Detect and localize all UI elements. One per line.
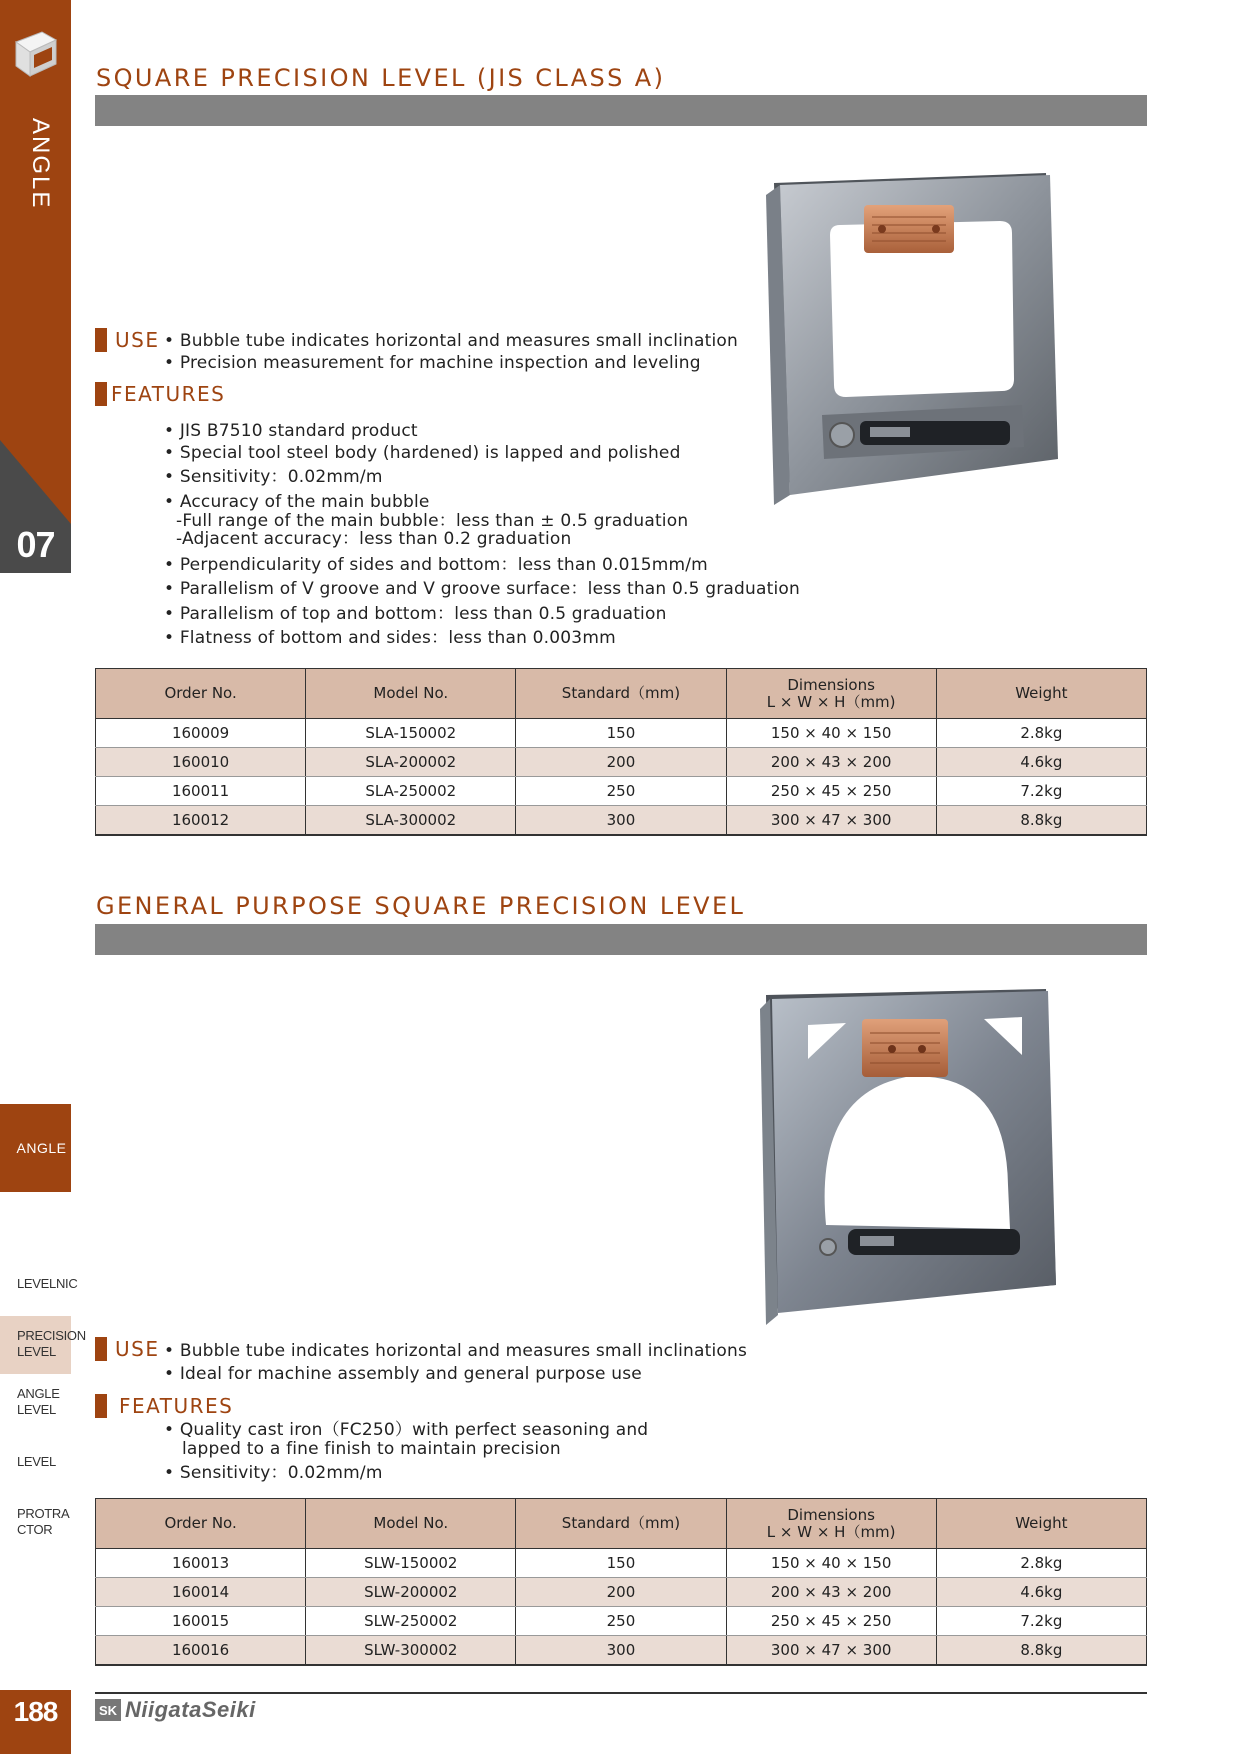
table-cell: SLA-250002 <box>306 777 516 806</box>
footer-divider <box>95 1692 1147 1694</box>
table-cell: 200 <box>516 748 726 777</box>
table-cell: 8.8kg <box>936 1636 1146 1665</box>
table-cell: 300 × 47 × 300 <box>726 1636 936 1665</box>
features-label-text: FEATURES <box>119 1394 234 1418</box>
table-row <box>96 1578 1147 1607</box>
column-header: Order No. <box>96 1499 306 1549</box>
section-title: GENERAL PURPOSE SQUARE PRECISION LEVEL <box>96 892 746 920</box>
column-header: Order No. <box>96 669 306 719</box>
sidebar-section-label: ANGLE <box>27 118 54 210</box>
table-row <box>96 748 1147 777</box>
table-header-row <box>96 1499 1147 1549</box>
use-item: • Bubble tube indicates horizontal and measures small inclinations <box>164 1341 748 1361</box>
table-row <box>96 1636 1147 1665</box>
column-header-line: Dimensions <box>787 675 875 694</box>
brand-name: NiigataSeiki <box>125 1697 256 1722</box>
table-cell: 250 × 45 × 250 <box>726 777 936 806</box>
footer-logo <box>95 1698 256 1722</box>
section-title-bar <box>95 924 1147 955</box>
table-cell: 200 <box>516 1578 726 1607</box>
table-cell: 2.8kg <box>936 719 1146 748</box>
column-header-line: Dimensions <box>787 1505 875 1524</box>
table-cell: SLW-250002 <box>306 1607 516 1636</box>
table-cell: 160015 <box>96 1607 306 1636</box>
table-cell: 2.8kg <box>936 1549 1146 1578</box>
table-cell: SLW-300002 <box>306 1636 516 1665</box>
column-header: Standard（mm) <box>516 1499 726 1549</box>
table-cell: 7.2kg <box>936 1607 1146 1636</box>
section-title-bar <box>95 95 1147 126</box>
label-marker <box>95 382 107 406</box>
table-row <box>96 1607 1147 1636</box>
feature-item: • Accuracy of the main bubble <box>164 492 430 512</box>
column-header: Model No. <box>306 1499 516 1549</box>
table-cell: 4.6kg <box>936 748 1146 777</box>
feature-item: • JIS B7510 standard product <box>164 421 418 441</box>
spec-table <box>95 1498 1147 1666</box>
table-cell: 160012 <box>96 806 306 835</box>
table-header-row <box>96 669 1147 719</box>
nav-item-levelnic[interactable]: LEVELNIC <box>17 1276 78 1291</box>
section-title: SQUARE PRECISION LEVEL (JIS CLASS A) <box>96 64 666 92</box>
table-row <box>96 719 1147 748</box>
brand-mark-icon <box>95 1699 121 1721</box>
table-cell: SLA-150002 <box>306 719 516 748</box>
feature-item: • Sensitivity：0.02mm/m <box>164 467 383 487</box>
label-marker <box>95 1394 107 1418</box>
nav-item-label: CTOR <box>17 1522 53 1537</box>
table-cell: 250 <box>516 777 726 806</box>
table-cell: 300 × 47 × 300 <box>726 806 936 835</box>
feature-item: • Flatness of bottom and sides：less than 0.003mm <box>164 628 616 648</box>
table-cell: 150 <box>516 1549 726 1578</box>
nav-item-label: ANGLE <box>17 1386 60 1401</box>
table-cell: 7.2kg <box>936 777 1146 806</box>
table-cell: 250 × 45 × 250 <box>726 1607 936 1636</box>
column-header-line: L × W × H（mm) <box>766 1522 896 1541</box>
page-number: 188 <box>0 1690 71 1754</box>
sidebar-diagonal <box>0 440 71 530</box>
nav-item-angle-level[interactable] <box>0 1386 71 1418</box>
use-label-text: USE <box>115 1337 160 1361</box>
table-row <box>96 777 1147 806</box>
feature-subitem: -Full range of the main bubble：less than ± 0.5 graduation <box>176 511 689 531</box>
nav-item-precision-level[interactable] <box>0 1316 86 1374</box>
features-label <box>95 1394 233 1418</box>
nav-item-protractor[interactable] <box>0 1506 71 1538</box>
table-cell: 200 × 43 × 200 <box>726 748 936 777</box>
table-row <box>96 1549 1147 1578</box>
column-header-line: L × W × H（mm) <box>766 692 896 711</box>
table-cell: 4.6kg <box>936 1578 1146 1607</box>
nav-item-label: LEVEL <box>17 1402 56 1417</box>
use-item: • Precision measurement for machine inspection and leveling <box>164 353 701 373</box>
square-precision-level-photo <box>760 165 1080 525</box>
feature-item-continued: lapped to a fine finish to maintain precision <box>182 1439 561 1459</box>
table-cell: 8.8kg <box>936 806 1146 835</box>
chapter-number: 07 <box>16 524 55 565</box>
spec-table <box>95 668 1147 836</box>
column-header: Model No. <box>306 669 516 719</box>
table-cell: 300 <box>516 806 726 835</box>
table-cell: 150 × 40 × 150 <box>726 1549 936 1578</box>
table-cell: 150 <box>516 719 726 748</box>
table-cell: 160016 <box>96 1636 306 1665</box>
feature-item: • Special tool steel body (hardened) is lapped and polished <box>164 443 681 463</box>
general-purpose-level-photo <box>756 985 1076 1335</box>
column-header <box>726 669 936 719</box>
column-header: Weight <box>936 1499 1146 1549</box>
use-label-text: USE <box>115 328 160 352</box>
nav-item-label: PRECISION <box>17 1328 86 1343</box>
nav-item-angle[interactable]: ANGLE <box>0 1104 71 1192</box>
table-cell: SLW-150002 <box>306 1549 516 1578</box>
nav-item-level[interactable]: LEVEL <box>17 1454 56 1469</box>
column-header <box>726 1499 936 1549</box>
column-header: Standard（mm) <box>516 669 726 719</box>
use-item: • Ideal for machine assembly and general purpose use <box>164 1364 642 1384</box>
label-marker <box>95 1337 107 1361</box>
table-cell: 150 × 40 × 150 <box>726 719 936 748</box>
table-cell: 160013 <box>96 1549 306 1578</box>
table-cell: 160011 <box>96 777 306 806</box>
feature-item: • Perpendicularity of sides and bottom：less than 0.015mm/m <box>164 555 708 575</box>
use-item: • Bubble tube indicates horizontal and measures small inclination <box>164 331 739 351</box>
level-tool-icon <box>12 28 58 82</box>
use-label <box>95 1337 159 1361</box>
table-cell: 160010 <box>96 748 306 777</box>
feature-subitem: -Adjacent accuracy：less than 0.2 graduation <box>176 529 572 549</box>
table-cell: SLA-200002 <box>306 748 516 777</box>
label-marker <box>95 328 107 352</box>
table-cell: 200 × 43 × 200 <box>726 1578 936 1607</box>
table-cell: 300 <box>516 1636 726 1665</box>
nav-item-label: PROTRA <box>17 1506 70 1521</box>
column-header: Weight <box>936 669 1146 719</box>
feature-item: • Parallelism of top and bottom：less than 0.5 graduation <box>164 604 667 624</box>
use-label <box>95 328 159 352</box>
features-label-text: FEATURES <box>111 382 226 406</box>
table-cell: 250 <box>516 1607 726 1636</box>
nav-item-label: LEVEL <box>17 1344 56 1359</box>
features-label <box>95 382 225 406</box>
feature-item: • Sensitivity：0.02mm/m <box>164 1463 383 1483</box>
svg-text:SK: SK <box>98 1703 118 1718</box>
feature-item: • Quality cast iron（FC250）with perfect seasoning and <box>164 1420 649 1440</box>
feature-item: • Parallelism of V groove and V groove surface：less than 0.5 graduation <box>164 579 800 599</box>
table-cell: 160009 <box>96 719 306 748</box>
table-cell: 160014 <box>96 1578 306 1607</box>
table-cell: SLW-200002 <box>306 1578 516 1607</box>
table-cell: SLA-300002 <box>306 806 516 835</box>
table-row <box>96 806 1147 835</box>
